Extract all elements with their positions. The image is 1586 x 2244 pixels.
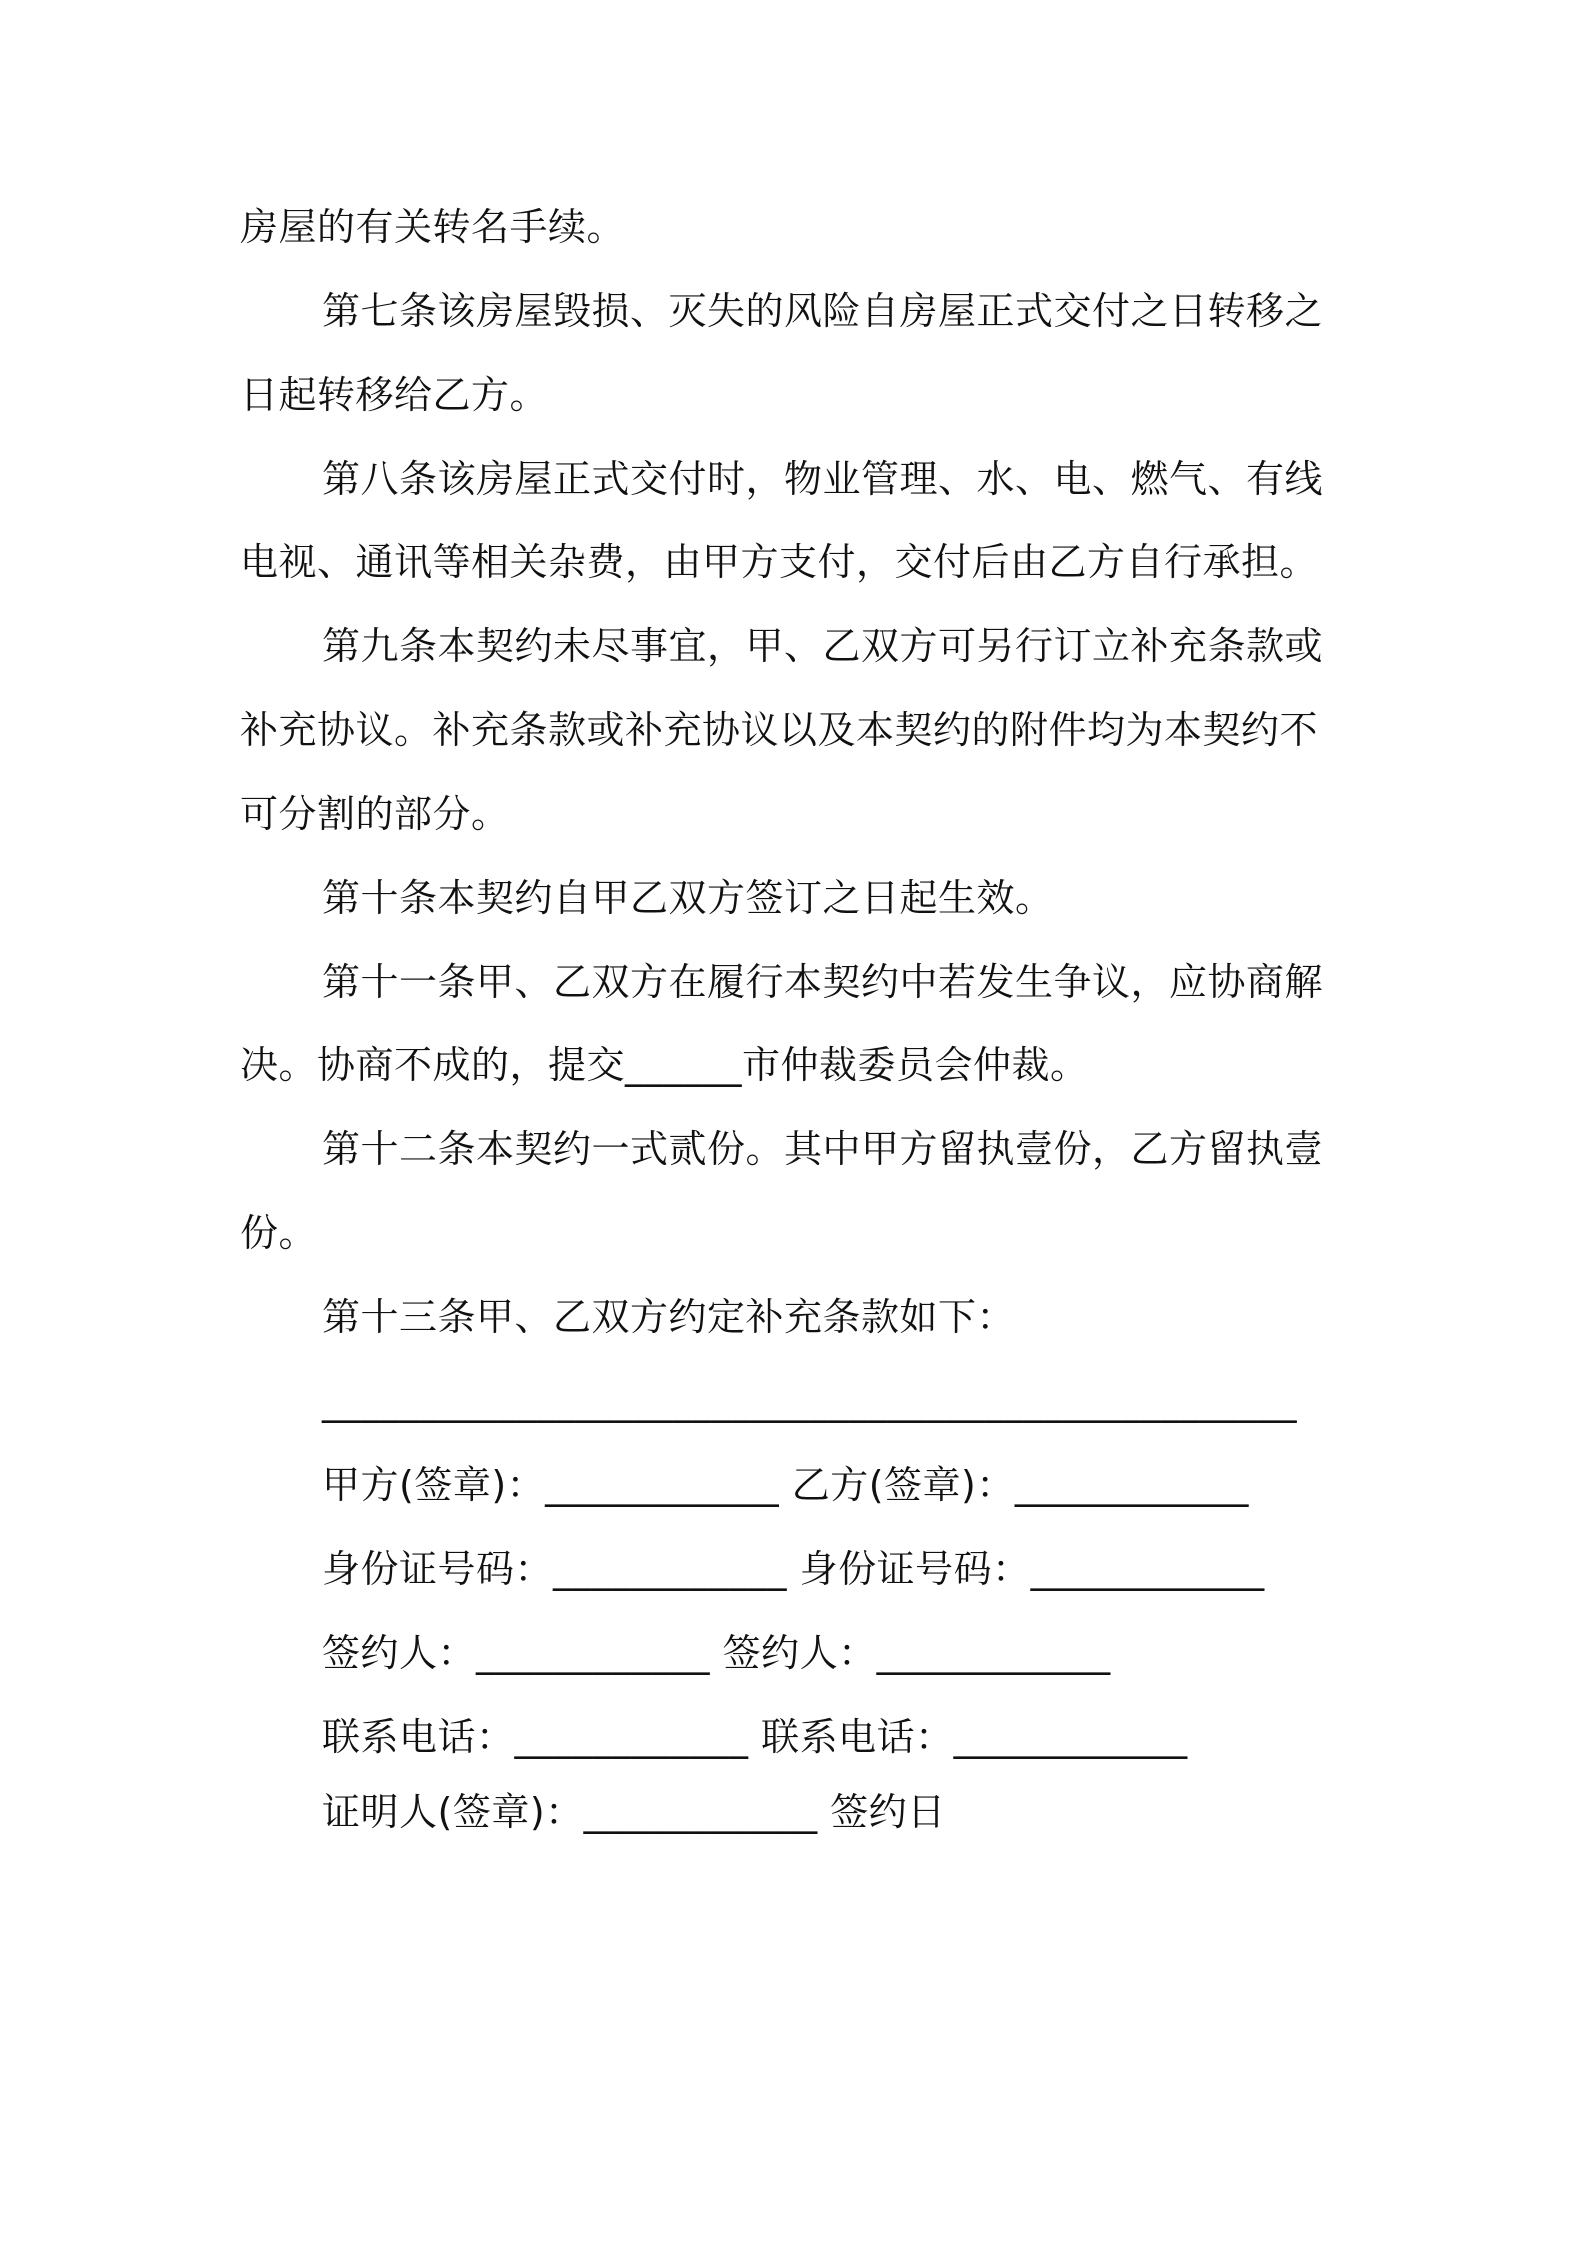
clause-8-line: 第八条该房屋正式交付时，物业管理、水、电、燃气、有线 (322, 457, 1324, 501)
clause-9-line: 补充协议。补充条款或补充协议以及本契约的附件均为本契约不 (240, 708, 1319, 752)
signatory-line: 签约人：____________ 签约人：____________ (322, 1631, 1111, 1675)
clause-11-line: 决。协商不成的，提交______市仲裁委员会仲裁。 (240, 1043, 1089, 1087)
signature-party-line: 甲方(签章)：____________ 乙方(签章)：____________ (322, 1463, 1249, 1507)
clause-10-line: 第十条本契约自甲乙双方签订之日起生效。 (322, 876, 1054, 920)
clause-8-line: 电视、通讯等相关杂费，由甲方支付，交付后由乙方自行承担。 (240, 540, 1319, 584)
contact-phone-line: 联系电话：____________ 联系电话：____________ (322, 1715, 1188, 1759)
clause-12-line: 份。 (240, 1211, 318, 1255)
supplementary-blank-line: __________________________________________________ (322, 1379, 1297, 1423)
witness-signature-line: 证明人(签章)：____________ 签约日 (322, 1790, 946, 1834)
id-number-line: 身份证号码：____________ 身份证号码：____________ (322, 1547, 1265, 1591)
clause-11-line: 第十一条甲、乙双方在履行本契约中若发生争议，应协商解 (322, 960, 1324, 1004)
clause-12-line: 第十二条本契约一式贰份。其中甲方留执壹份，乙方留执壹 (322, 1127, 1324, 1171)
clause-13-line: 第十三条甲、乙双方约定补充条款如下： (322, 1295, 1016, 1339)
clause-7-line: 第七条该房屋毁损、灭失的风险自房屋正式交付之日转移之 (322, 289, 1324, 333)
paragraph-line: 房屋的有关转名手续。 (240, 205, 626, 249)
clause-9-line: 可分割的部分。 (240, 792, 510, 836)
clause-9-line: 第九条本契约未尽事宜，甲、乙双方可另行订立补充条款或 (322, 624, 1324, 668)
clause-7-line: 日起转移给乙方。 (240, 373, 549, 417)
